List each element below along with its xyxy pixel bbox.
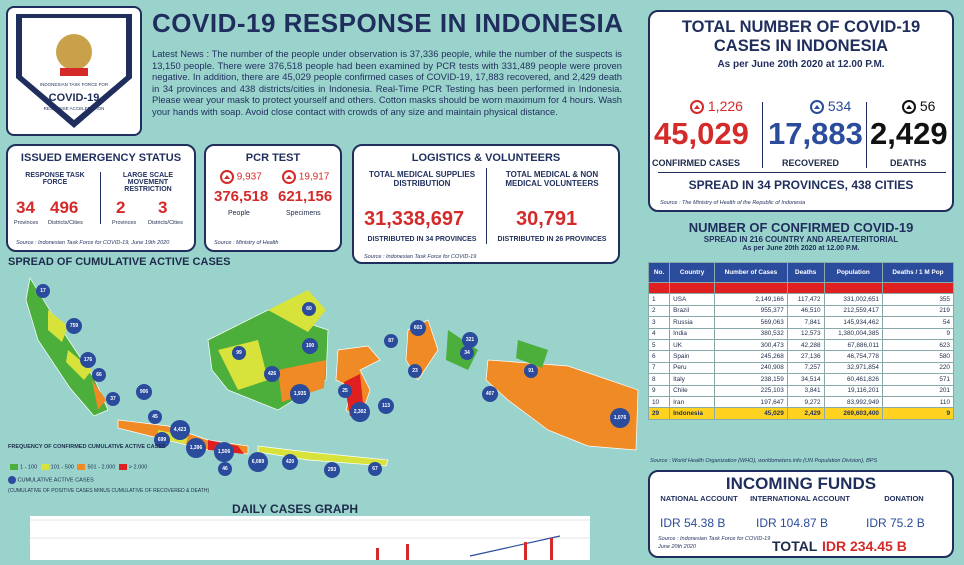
table-cell: 8,385,440	[715, 283, 788, 294]
map-case-bubble: 699	[154, 432, 170, 448]
table-cell: 1	[649, 294, 670, 305]
funds-h1: NATIONAL ACCOUNT	[660, 494, 738, 503]
up-arrow-icon	[810, 100, 824, 114]
map-case-bubble: 60	[302, 302, 316, 316]
graph-trend-line	[470, 536, 560, 556]
table-cell: 2,429	[787, 408, 824, 419]
map-case-bubble: 426	[264, 366, 280, 382]
legend-row	[8, 464, 147, 470]
table-cell: 9	[882, 408, 953, 419]
table-cell: 34,514	[787, 374, 824, 385]
map-case-bubble: 66	[92, 368, 106, 382]
recovered-value: 17,883	[768, 116, 863, 151]
total-divider-2	[866, 102, 867, 168]
emergency-value-1: 34	[16, 198, 35, 217]
world-table-wrap	[648, 262, 954, 420]
table-cell: 27,136	[787, 351, 824, 362]
funds-international-value: IDR 104.87 B	[756, 516, 829, 530]
logistics-divider	[486, 168, 487, 244]
table-row	[649, 283, 954, 294]
table-cell: 3,841	[787, 385, 824, 396]
table-cell: 355	[882, 294, 953, 305]
up-arrow-icon	[690, 100, 704, 114]
funds-total-label: TOTAL	[772, 538, 818, 554]
funds-source-2: June 20th 2020	[658, 544, 696, 550]
latest-news: Latest News : The number of the people under observation is 37,336 people, while the number of the suspects is 13,150 people. There were 376,518 people had been examined by PCR tests with 331,489 people were proven negative. In addition, there are 45,029 people confirmed cases of COVID-19, 17,883 recovered, and 2,429 death in 34 provinces and 438 districts/cities in Indonesia. Real-Time PCR Testing has been performed in Indonesia. Please wear your mask to protect yourself and others. Cotton masks should be worn maximum for 4 hours. Wash your hands with soap. Avoid close contact with crowds of any size and maintain physical distance.	[152, 48, 622, 117]
table-cell: 12,573	[787, 328, 824, 339]
map-case-bubble: 293	[324, 462, 340, 478]
table-cell: 7,841	[787, 317, 824, 328]
emergency-label-4: Districts/Cities	[148, 220, 183, 226]
confirmed-increase: 1,226	[690, 98, 743, 114]
confirmed-label: CONFIRMED CASES	[652, 158, 741, 168]
map-case-bubble: 1,935	[290, 384, 310, 404]
table-cell: India	[670, 328, 715, 339]
logo-text-top: INDONESIAN TASK FORCE FOR	[39, 82, 109, 87]
legend-label-2: 101 - 500	[50, 464, 74, 471]
up-arrow-icon	[902, 100, 916, 114]
table-cell: 67,886,011	[824, 339, 882, 350]
graph-bar	[406, 544, 409, 560]
up-arrow-icon	[220, 170, 234, 184]
logo-text-main: COVID-19	[48, 92, 100, 104]
legend-yellow-swatch	[41, 464, 49, 470]
logistics-f1: DISTRIBUTED IN 34 PROVINCES	[367, 236, 477, 243]
recovered-label: RECOVERED	[782, 158, 840, 168]
deaths-increase: 56	[902, 98, 935, 114]
deaths-value: 2,429	[870, 116, 948, 151]
table-cell: 58	[882, 283, 953, 294]
legend-circle-label: CUMULATIVE ACTIVE CASES	[17, 477, 94, 484]
table-header-cell: No.	[649, 263, 670, 283]
pcr-increase-2: 19,917	[282, 170, 329, 184]
emergency-col1-label: RESPONSE TASK FORCE	[25, 172, 85, 186]
funds-national-value: IDR 54.38 B	[660, 516, 726, 530]
pcr-specimens-value: 621,156	[278, 188, 333, 205]
table-cell: 955,377	[715, 305, 788, 316]
total-source: Source : The Ministry of Health of the Republic of Indonesia	[660, 200, 806, 206]
total-title-2: CASES IN INDONESIA	[713, 37, 889, 55]
table-cell: 32,971,854	[824, 362, 882, 373]
total-divider-1	[762, 102, 763, 168]
table-header-cell: Population	[824, 263, 882, 283]
table-cell: 450,686	[787, 283, 824, 294]
map-case-bubble: 2,302	[350, 402, 370, 422]
table-cell: 331,002,651	[824, 294, 882, 305]
map-case-bubble: 321	[462, 332, 478, 348]
spread-summary: SPREAD IN 34 PROVINCES, 438 CITIES	[688, 178, 914, 192]
table-cell: 29	[649, 408, 670, 419]
legend-label-4: > 2.000	[128, 464, 148, 471]
table-row	[649, 362, 954, 373]
table-cell: 4	[649, 328, 670, 339]
map-case-bubble: 34	[460, 346, 474, 360]
legend-orange-swatch	[77, 464, 85, 470]
graph-bar	[550, 538, 553, 560]
table-cell: 9,272	[787, 396, 824, 407]
world-asof: As per June 20th 2020 at 12.00 P.M.	[742, 245, 860, 252]
map-case-bubble: 1,506	[214, 442, 234, 462]
map-case-bubble: 759	[66, 318, 82, 334]
total-asof: As per June 20th 2020 at 12.00 P.M.	[717, 59, 885, 70]
table-row	[649, 408, 954, 419]
map-case-bubble: 37	[106, 392, 120, 406]
table-cell: 569,063	[715, 317, 788, 328]
table-cell: 580	[882, 351, 953, 362]
logistics-volunteers-value: 30,791	[516, 208, 578, 230]
daily-cases-graph	[30, 516, 590, 560]
table-row	[649, 328, 954, 339]
map-case-bubble: 603	[410, 320, 426, 336]
table-cell: 225,103	[715, 385, 788, 396]
pcr-people-value: 376,518	[214, 188, 269, 205]
table-cell: Indonesia	[670, 408, 715, 419]
emergency-value-4: 3	[158, 198, 168, 217]
table-cell: 8	[649, 374, 670, 385]
table-cell: 212,559,417	[824, 305, 882, 316]
page-title: COVID-19 RESPONSE IN INDONESIA	[152, 8, 624, 38]
map-case-bubble: 6,089	[248, 452, 268, 472]
table-cell: Brazil	[670, 305, 715, 316]
pcr-specimens-label: Specimens	[286, 210, 321, 217]
funds-h2: INTERNATIONAL ACCOUNT	[750, 494, 850, 503]
pcr-title: PCR TEST	[245, 152, 301, 164]
table-row	[649, 305, 954, 316]
table-header-cell: Deaths / 1 M Pop	[882, 263, 953, 283]
total-cases-card	[648, 10, 954, 212]
table-cell: 2,149,166	[715, 294, 788, 305]
legend-red-swatch	[119, 464, 127, 470]
map-case-bubble: 420	[282, 454, 298, 470]
map-case-bubble: 45	[148, 410, 162, 424]
map-case-bubble: 87	[384, 334, 398, 348]
legend-label-3: 501 - 2.000	[87, 464, 116, 471]
map-title: SPREAD OF CUMULATIVE ACTIVE CASES	[8, 256, 231, 268]
logistics-h2: TOTAL MEDICAL & NON MEDICAL VOLUNTEERS	[505, 170, 599, 188]
table-cell: Spain	[670, 351, 715, 362]
table-cell: 117,472	[787, 294, 824, 305]
funds-donation-value: IDR 75.2 B	[866, 516, 925, 530]
table-cell: 46,754,778	[824, 351, 882, 362]
table-cell: 5	[649, 339, 670, 350]
table-cell: 10	[649, 396, 670, 407]
table-cell: Russia	[670, 317, 715, 328]
logistics-source: Source : Indonesian Task Force for COVID-19	[364, 254, 477, 260]
table-cell: 219	[882, 305, 953, 316]
table-cell: 45,029	[715, 408, 788, 419]
table-cell: Italy	[670, 374, 715, 385]
table-cell: 269,603,400	[824, 408, 882, 419]
legend-green-swatch	[10, 464, 18, 470]
funds-total-value: IDR 234.45 B	[822, 538, 907, 554]
table-cell: 110	[882, 396, 953, 407]
table-cell: 9	[649, 385, 670, 396]
table-cell: 238,159	[715, 374, 788, 385]
table-cell: 201	[882, 385, 953, 396]
table-cell: 240,908	[715, 362, 788, 373]
table-cell: 7,257	[787, 362, 824, 373]
map-case-bubble: 4,423	[170, 420, 190, 440]
funds-title: INCOMING FUNDS	[725, 474, 877, 493]
map-case-bubble: 176	[80, 352, 96, 368]
table-cell: 46,510	[787, 305, 824, 316]
table-cell: 571	[882, 374, 953, 385]
table-cell: 145,934,462	[824, 317, 882, 328]
logistics-h1: TOTAL MEDICAL SUPPLIES DISTRIBUTION	[368, 170, 476, 188]
total-hr	[658, 172, 946, 173]
table-cell: 623	[882, 339, 953, 350]
table-cell: 1,380,004,385	[824, 328, 882, 339]
graph-bar	[524, 542, 527, 560]
table-cell: 9	[882, 328, 953, 339]
map-case-bubble: 100	[302, 338, 318, 354]
logistics-supplies-value: 31,338,697	[364, 208, 465, 230]
world-subtitle: SPREAD IN 216 COUNTRY AND AREA/TERITORIAL	[703, 235, 899, 244]
recovered-increase: 534	[810, 98, 851, 114]
task-force-logo	[6, 6, 142, 136]
legend-circle-row	[8, 476, 94, 484]
table-cell: Iran	[670, 396, 715, 407]
table-cell: 380,532	[715, 328, 788, 339]
table-cell: 6	[649, 351, 670, 362]
up-arrow-icon	[282, 170, 296, 184]
map-case-bubble: 113	[378, 398, 394, 414]
map-case-bubble: 1,396	[186, 438, 206, 458]
table-cell: UK	[670, 339, 715, 350]
table-row	[649, 374, 954, 385]
world-title: NUMBER OF CONFIRMED COVID-19	[688, 220, 914, 235]
logistics-title: LOGISTICS & VOLUNTEERS	[411, 152, 561, 164]
table-row	[649, 385, 954, 396]
table-cell: 42,288	[787, 339, 824, 350]
table-cell: 3	[649, 317, 670, 328]
total-title-1: TOTAL NUMBER OF COVID-19	[681, 18, 921, 36]
map-case-bubble: 17	[36, 284, 50, 298]
table-row	[649, 317, 954, 328]
map-case-bubble: 1,076	[610, 408, 630, 428]
table-cell	[649, 283, 670, 294]
map-case-bubble: 46	[218, 462, 232, 476]
map-case-bubble: 407	[482, 386, 498, 402]
deaths-label: DEATHS	[890, 158, 927, 168]
table-cell: 7	[649, 362, 670, 373]
circle-icon	[8, 476, 16, 484]
graph-svg	[30, 516, 590, 560]
table-header-cell: Country	[670, 263, 715, 283]
map-case-bubble: 99	[232, 346, 246, 360]
pcr-people-label: People	[228, 210, 250, 217]
table-cell: 2	[649, 305, 670, 316]
emergency-title: ISSUED EMERGENCY STATUS	[20, 152, 182, 164]
legend-title: FREQUENCY OF CONFIRMED CUMULATIVE ACTIVE CASES	[8, 444, 166, 450]
logo-text-bottom: RESPONSE ACCELERATION	[43, 106, 105, 111]
emergency-value-3: 2	[116, 198, 126, 217]
table-cell: 197,647	[715, 396, 788, 407]
funds-h3: DONATION	[884, 494, 924, 503]
table-cell: 300,473	[715, 339, 788, 350]
graph-bar	[376, 548, 379, 560]
emergency-label-2: Districts/Cities	[48, 220, 83, 226]
emergency-source: Source : Indonesian Task Force for COVID-19, June 19th 2020	[16, 240, 170, 246]
map-case-bubble: 25	[338, 384, 352, 398]
map-case-bubble: 91	[524, 364, 538, 378]
table-row	[649, 339, 954, 350]
emergency-value-2: 496	[50, 198, 79, 217]
table-cell: World	[670, 283, 715, 294]
legend-circle-note: (CUMULATIVE OF POSITIVE CASES MINUS CUMULATIVE OF RECOVERED & DEATH)	[8, 488, 210, 494]
world-source: Source : World Health Organization (WHO), worldometers.info (UN Population Division), BPS	[650, 458, 878, 464]
table-cell: 60,461,826	[824, 374, 882, 385]
emergency-status-card	[6, 144, 196, 252]
table-header-cell: Number of Cases	[715, 263, 788, 283]
pcr-increase-1: 9,937	[220, 170, 262, 184]
table-row	[649, 396, 954, 407]
table-cell: 19,116,201	[824, 385, 882, 396]
map-case-bubble: 67	[368, 462, 382, 476]
emergency-col2-label: LARGE SCALE MOVEMENT RESTRICTION	[122, 172, 174, 193]
pcr-test-card	[204, 144, 342, 252]
logistics-card	[352, 144, 620, 264]
emergency-label-1: Provinces	[14, 220, 39, 226]
legend-label-1: 1 - 100	[20, 464, 38, 471]
table-cell: 7,794,798,739	[824, 283, 882, 294]
incoming-funds-card	[648, 470, 954, 558]
pcr-source: Source : Ministry of Health	[214, 240, 279, 246]
table-header-cell: Deaths	[787, 263, 824, 283]
table-cell: 220	[882, 362, 953, 373]
map-case-bubble: 906	[136, 384, 152, 400]
table-cell: Chile	[670, 385, 715, 396]
table-cell: 54	[882, 317, 953, 328]
emergency-divider	[100, 172, 101, 224]
map-case-bubble: 23	[408, 364, 422, 378]
table-row	[649, 294, 954, 305]
table-cell: USA	[670, 294, 715, 305]
graph-title: DAILY CASES GRAPH	[232, 502, 359, 516]
confirmed-value: 45,029	[654, 116, 749, 151]
world-table	[648, 262, 954, 420]
funds-source-1: Source : Indonesian Task Force for COVID-19	[658, 536, 771, 542]
table-cell: 83,992,949	[824, 396, 882, 407]
table-cell: Peru	[670, 362, 715, 373]
table-row	[649, 351, 954, 362]
emergency-label-3: Provinces	[112, 220, 137, 226]
table-cell: 245,268	[715, 351, 788, 362]
logistics-f2: DISTRIBUTED IN 26 PROVINCES	[497, 236, 607, 243]
